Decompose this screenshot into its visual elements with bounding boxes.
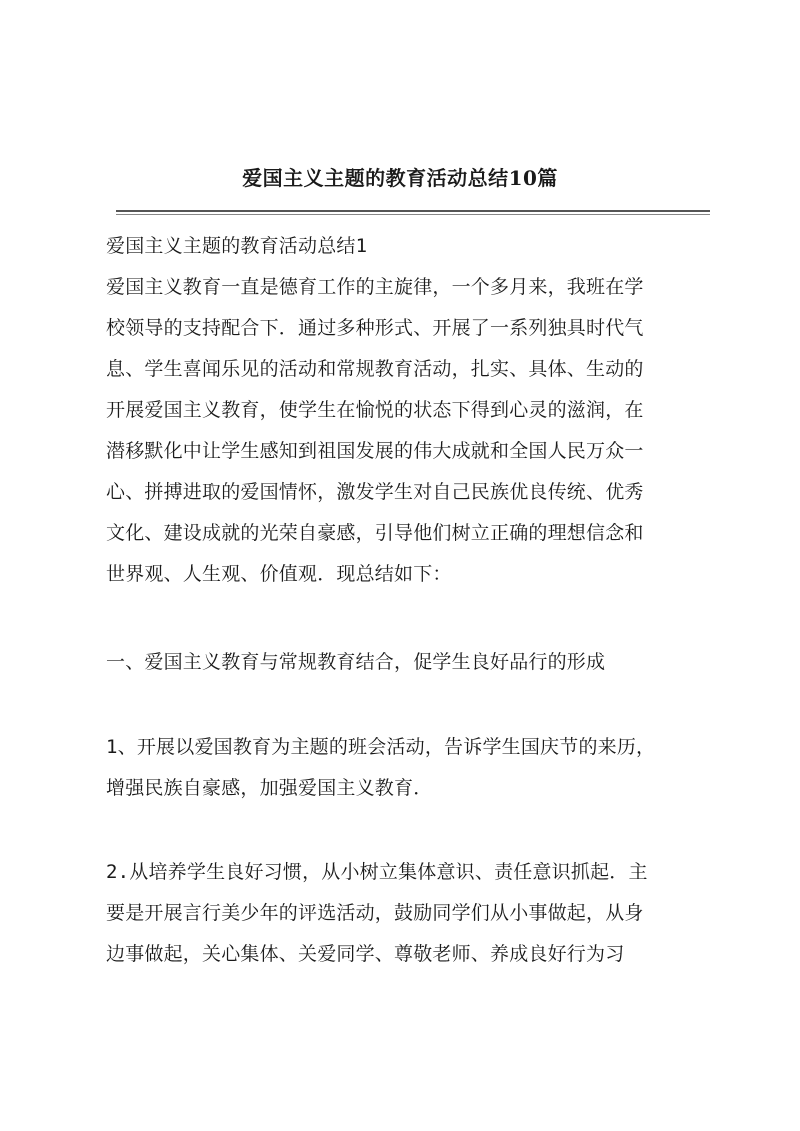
intro-line: 心、拼搏进取的爱国情怀，激发学生对自己民族优良传统、优秀: [106, 481, 644, 503]
item1-line: 1、开展以爱国教育为主题的班会活动，告诉学生国庆节的来历，: [106, 736, 656, 758]
item2-line: 2.从培养学生良好习惯，从小树立集体意识、责任意识抓起．主: [106, 861, 648, 883]
title-divider-thin: [116, 214, 710, 215]
intro-paragraph: [106, 267, 712, 595]
item1-line: 增强民族自豪感，加强爱国主义教育．: [106, 777, 433, 799]
intro-line: 文化、建设成就的光荣自豪感，引导他们树立正确的理想信念和: [106, 522, 644, 544]
item1-paragraph: [106, 727, 712, 809]
intro-line: 世界观、人生观、价值观．现总结如下：: [106, 563, 452, 585]
intro-line: 开展爱国主义教育，使学生在愉悦的状态下得到心灵的滋润，在: [106, 399, 644, 421]
title-divider: [116, 210, 710, 212]
intro-line: 息、学生喜闻乐见的活动和常规教育活动，扎实、具体、生动的: [106, 358, 644, 380]
item2-line: 边事做起，关心集体、关爱同学、尊敬老师、养成良好行为习: [106, 943, 625, 965]
intro-line: 校领导的支持配合下．通过多种形式、开展了一系列独具时代气: [106, 317, 644, 339]
intro-line: 潜移默化中让学生感知到祖国发展的伟大成就和全国人民万众一: [106, 440, 644, 462]
document-title: 爱国主义主题的教育活动总结10篇: [242, 166, 558, 190]
item2-paragraph: [106, 852, 712, 975]
item2-line: 要是开展言行美少年的评选活动，鼓励同学们从小事做起，从身: [106, 902, 644, 924]
intro-line: 爱国主义教育一直是德育工作的主旋律，一个多月来，我班在学: [106, 276, 644, 298]
section-heading: 爱国主义主题的教育活动总结1: [106, 235, 368, 257]
part1-heading: 一、爱国主义教育与常规教育结合，促学生良好品行的形成: [106, 651, 606, 673]
